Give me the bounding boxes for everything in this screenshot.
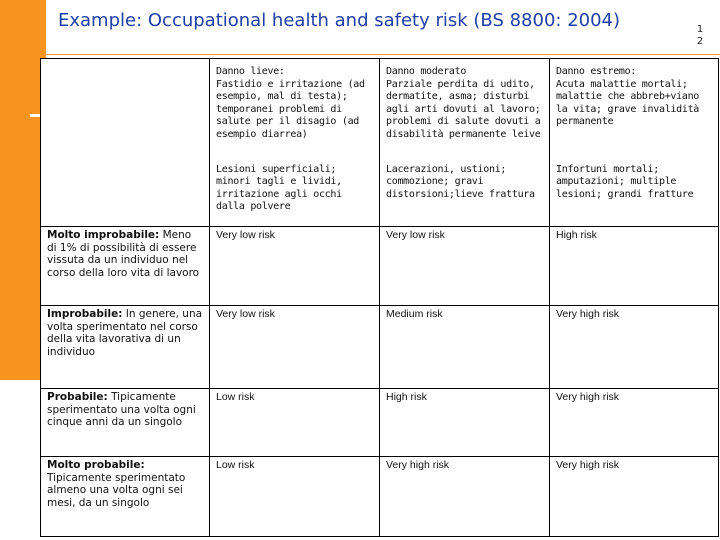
severity-lieve-label: Danno lieve: (216, 66, 285, 77)
severity-estremo-text: Acuta malattie mortali; malattie che abbreb+viano la vita; grave invalidità permanente (556, 78, 700, 127)
risk-cell: High risk (550, 227, 719, 306)
severity-moderato-label: Danno moderato (386, 66, 467, 77)
likelihood-cell (41, 227, 210, 306)
likelihood-label: Molto probabile: (47, 459, 145, 471)
slide-number-line-1: 1 (696, 24, 704, 35)
risk-cell: Very high risk (380, 457, 550, 537)
risk-cell: Very high risk (550, 306, 719, 389)
injury-moderato-cell: Lacerazioni, ustioni; commozione; gravi distorsioni;lieve frattura (380, 157, 550, 227)
risk-cell: Very low risk (210, 306, 380, 389)
likelihood-text: Tipicamente sperimentato una volta ogni cinque anni da un singolo (47, 391, 196, 428)
risk-cell: High risk (380, 389, 550, 457)
slide-number (694, 24, 706, 48)
slide-number-line-2: 2 (696, 36, 704, 47)
side-tick-mark (30, 114, 40, 117)
likelihood-label: Probabile: (47, 391, 108, 403)
likelihood-label: Improbabile: (47, 308, 123, 320)
risk-cell: Very high risk (550, 457, 719, 537)
injury-estremo-cell: Infortuni mortali; amputazioni; multiple lesioni; grandi fratture (550, 157, 719, 227)
likelihood-cell (41, 306, 210, 389)
matrix-corner-top (41, 59, 210, 157)
orange-header-rule (0, 54, 720, 55)
likelihood-text: In genere, una volta sperimentato nel corso della vita lavorativa di un individuo (47, 308, 203, 358)
likelihood-text: Tipicamente sperimentato almeno una volta ogni sei mesi, da un singolo (47, 471, 186, 509)
risk-cell: Low risk (210, 457, 380, 537)
risk-cell: Low risk (210, 389, 380, 457)
severity-lieve-cell (210, 59, 380, 157)
risk-cell: Very low risk (380, 227, 550, 306)
likelihood-row-molto-improbabile (41, 227, 719, 306)
likelihood-text: Meno di 1% di possibilità di essere vissuta da un individuo nel corso della loro vita di lavoro (47, 229, 200, 279)
likelihood-row-probabile (41, 389, 719, 457)
risk-matrix-table (40, 58, 719, 537)
severity-injury-row (41, 157, 719, 227)
risk-cell: Medium risk (380, 306, 550, 389)
severity-description-row (41, 59, 719, 157)
likelihood-label: Molto improbabile: (47, 229, 160, 241)
slide-title: Example: Occupational health and safety risk (BS 8800: 2004) (58, 10, 621, 31)
likelihood-cell (41, 389, 210, 457)
risk-cell: Very low risk (210, 227, 380, 306)
matrix-corner-bottom (41, 157, 210, 227)
severity-moderato-text: Parziale perdita di udito, dermatite, asma; disturbi agli arti dovuti al lavoro; problemi di salute dovuti a disabilità permanente leive (386, 78, 541, 140)
injury-lieve-cell: Lesioni superficiali; minori tagli e lividi, irritazione agli occhi dalla polvere (210, 157, 380, 227)
likelihood-row-molto-probabile (41, 457, 719, 537)
severity-lieve-text: Fastidio e irritazione (ad esempio, mal di testa); temporanei problemi di salute per il disagio (ad esempio diarrea) (216, 78, 365, 140)
severity-estremo-cell (550, 59, 719, 157)
risk-cell: Very high risk (550, 389, 719, 457)
severity-estremo-label: Danno estremo: (556, 66, 637, 77)
severity-moderato-cell (380, 59, 550, 157)
likelihood-row-improbabile (41, 306, 719, 389)
likelihood-cell (41, 457, 210, 537)
